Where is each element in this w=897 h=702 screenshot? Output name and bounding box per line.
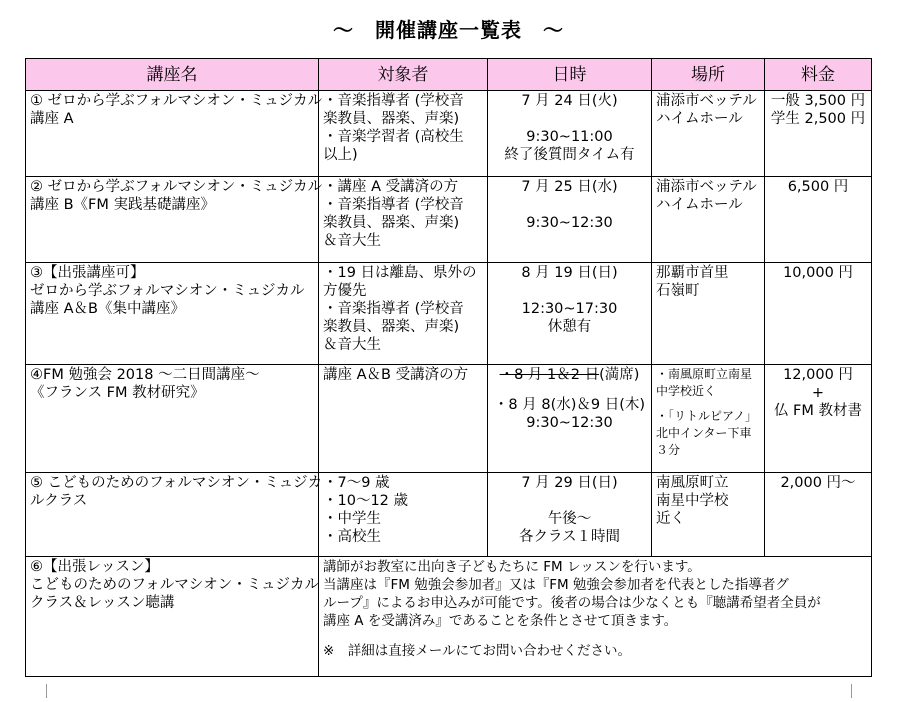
- course-name-cell: [26, 473, 323, 557]
- course-table: [25, 58, 872, 677]
- target-text: ・19 日は離島、県外の: [323, 265, 477, 281]
- description-text: 当講座は『FM 勉強会参加者』又は『FM 勉強会参加者を代表とした指導者グ: [323, 577, 789, 593]
- target-text: 講座 A＆B 受講済の方: [323, 367, 469, 383]
- course-name: 講座 A: [30, 111, 74, 127]
- page-edge-mark-right: [851, 684, 852, 698]
- target-text: ・音楽指導者 (学校音: [323, 197, 464, 213]
- target-text: 楽教員、器楽、声楽): [323, 319, 460, 335]
- page-title: ～ 開催講座一覧表 ～: [333, 18, 564, 42]
- target-cell: [319, 91, 488, 177]
- place-text: ハイムホール: [656, 197, 743, 213]
- fee-cell: [765, 365, 872, 473]
- note-text: 休憩有: [547, 319, 592, 335]
- fee-cell: [765, 91, 872, 177]
- target-text: ・講座 A 受講済の方: [323, 179, 459, 195]
- course-name: ④FM 勉強会 2018 ～二日間講座～: [30, 367, 260, 383]
- course-name: 《フランス FM 教材研究》: [30, 385, 205, 401]
- description-text: ループ』によるお申込みが可能です。後者の場合は少なくとも『聴講希望者全員が: [323, 595, 821, 611]
- fee-text: 6,500 円: [787, 179, 849, 195]
- description-text: 講座 A を受講済み』であることを条件とさせて頂きます。: [323, 613, 678, 629]
- description-text: 講師がお教室に出向き子どもたちに FM レッスンを行います。: [323, 559, 701, 575]
- date-text: ・8 月 8(水)＆9 日(木): [493, 397, 646, 413]
- target-text: ・中学生: [323, 511, 381, 527]
- fee-text: +: [811, 385, 825, 401]
- note-text: 各クラス１時間: [518, 529, 621, 545]
- place-text: 北中インター下車: [656, 426, 752, 440]
- target-text: ・音楽指導者 (学校音: [323, 301, 464, 317]
- course-name: ⑤ こどものためのフォルマシオン・ミュジカ: [30, 475, 323, 491]
- target-text: ・音楽学習者 (高校生: [323, 129, 464, 145]
- fee-cell: [765, 177, 872, 263]
- place-cell: [652, 177, 765, 263]
- contact-note: ※ 詳細は直接メールにてお問い合わせください。: [323, 643, 632, 659]
- table-header-row: [26, 59, 872, 91]
- place-cell: [652, 91, 765, 177]
- course-name-cell: [26, 365, 319, 473]
- place-cell: [652, 473, 765, 557]
- fee-text: 一般 3,500 円: [770, 93, 866, 109]
- course-name-cell: [26, 557, 319, 677]
- header-course-name: 講座名: [26, 59, 319, 91]
- page-edge-mark-left: [46, 684, 47, 698]
- time-text: 9:30~12:30: [526, 215, 613, 231]
- fee-cell: [765, 263, 872, 365]
- course-name: ゼロから学ぶフォルマシオン・ミュジカル: [30, 283, 305, 299]
- course-name: ② ゼロから学ぶフォルマシオン・ミュジカル: [30, 179, 323, 195]
- place-text: ・「リトルピアノ」: [656, 409, 758, 423]
- cancelled-date: ・8 月 1＆2 日: [499, 367, 600, 383]
- target-cell: [319, 365, 488, 473]
- table-row: [26, 557, 872, 677]
- course-name: ① ゼロから学ぶフォルマシオン・ミュジカル: [30, 93, 323, 109]
- course-name-cell: [26, 177, 323, 263]
- place-text: ・南風原町立南星: [656, 367, 753, 381]
- course-name: 講座 B《FM 実践基礎講座》: [30, 197, 216, 213]
- place-text: 南星中学校: [656, 493, 729, 509]
- table-row: [26, 365, 872, 473]
- fee-text: 12,000 円: [783, 367, 853, 383]
- target-cell: [319, 473, 488, 557]
- target-text: 以上): [323, 147, 358, 163]
- table-row: [26, 263, 872, 365]
- time-text: 12:30~17:30: [521, 301, 618, 317]
- course-name: 講座 A＆B《集中講座》: [30, 301, 185, 317]
- target-cell: [319, 177, 488, 263]
- fee-text: 学生 2,500 円: [770, 111, 866, 127]
- target-text: ＆音大生: [323, 233, 381, 249]
- place-text: 那覇市首里: [656, 265, 729, 281]
- course-name-cell: [26, 263, 319, 365]
- place-cell: [652, 365, 765, 473]
- datetime-cell: [488, 177, 652, 263]
- date-text: 7 月 29 日(日): [521, 475, 618, 491]
- place-cell: [652, 263, 765, 365]
- note-text: 終了後質問タイム有: [504, 147, 635, 163]
- datetime-cell: [488, 473, 652, 557]
- date-text: 8 月 19 日(日): [521, 265, 618, 281]
- header-fee: 料金: [765, 59, 872, 91]
- place-text: 浦添市ベッテル: [656, 93, 757, 109]
- target-text: ・10～12 歳: [323, 493, 409, 509]
- time-text: 午後～: [547, 511, 592, 527]
- datetime-cell: [488, 365, 652, 473]
- date-text: 7 月 24 日(火): [521, 93, 618, 109]
- target-text: 楽教員、器楽、声楽): [323, 215, 460, 231]
- target-text: 方優先: [323, 283, 367, 299]
- table-row: [26, 177, 872, 263]
- course-name: ③【出張講座可】: [30, 265, 145, 281]
- header-datetime: 日時: [488, 59, 652, 91]
- course-name-cell: [26, 91, 323, 177]
- time-text: 9:30~11:00: [526, 129, 613, 145]
- place-text: 近く: [656, 511, 685, 527]
- datetime-cell: [488, 91, 652, 177]
- table-row: [26, 91, 872, 177]
- full-note: (満席): [599, 367, 640, 383]
- target-text: ・7～9 歳: [323, 475, 390, 491]
- course-name: ⑥【出張レッスン】: [30, 559, 159, 575]
- target-text: ・音楽指導者 (学校音: [323, 93, 464, 109]
- header-target: 対象者: [319, 59, 488, 91]
- description-cell: [319, 557, 872, 677]
- place-text: ３分: [656, 443, 681, 457]
- course-name: クラス＆レッスン聴講: [30, 595, 175, 611]
- place-text: 中学校近く: [656, 384, 717, 398]
- place-text: 南風原町立: [656, 475, 729, 491]
- target-text: ＆音大生: [323, 337, 381, 353]
- target-cell: [319, 263, 488, 365]
- date-text: 7 月 25 日(水): [521, 179, 618, 195]
- target-text: 楽教員、器楽、声楽): [323, 111, 460, 127]
- datetime-cell: [488, 263, 652, 365]
- course-name: こどものためのフォルマシオン・ミュジカル: [30, 577, 319, 593]
- place-text: ハイムホール: [656, 111, 743, 127]
- fee-text: 2,000 円～: [780, 475, 856, 491]
- place-text: 石嶺町: [656, 283, 700, 299]
- course-name: ルクラス: [30, 493, 88, 509]
- place-text: 浦添市ベッテル: [656, 179, 757, 195]
- table-row: [26, 473, 872, 557]
- time-text: 9:30~12:30: [526, 415, 613, 431]
- header-place: 場所: [652, 59, 765, 91]
- fee-text: 10,000 円: [783, 265, 853, 281]
- fee-cell: [765, 473, 872, 557]
- fee-text: 仏 FM 教材書: [773, 403, 863, 419]
- target-text: ・高校生: [323, 529, 381, 545]
